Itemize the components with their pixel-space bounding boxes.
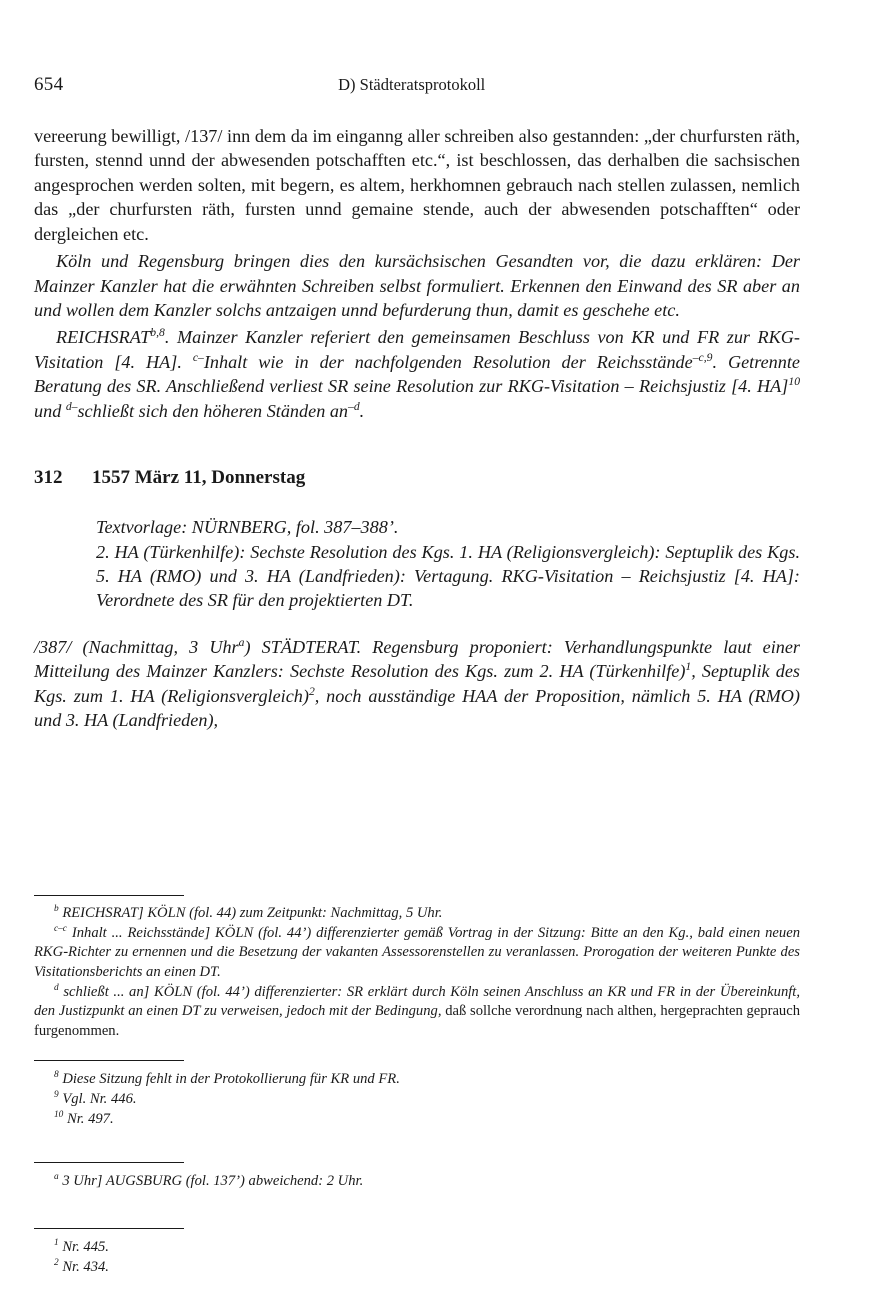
note-marker-1: 1 — [685, 660, 692, 674]
note-separator-rule — [34, 1162, 184, 1163]
section-heading — [34, 467, 800, 489]
regest-line: 2. HA (Türkenhilfe): Sechste Resolution des Kgs. 1. HA (Religionsvergleich): Septuplik des Kgs. 5. HA (RMO) und 3. HA (Landfrieden): Vertagung. RKG-Visitation – Reichsjustiz [4. HA]: Verordnete des SR für den projektierten DT. — [96, 541, 800, 611]
apparatus-block — [34, 895, 800, 1042]
note-marker-c-close: –c,9 — [692, 350, 713, 364]
paragraph-3-text-c: . Getrennte Beratung des SR. Anschließend verliest SR seine Resolution zur RKG-Visitation – Reichsjustiz [4. HA] — [34, 351, 800, 397]
apparatus-marker-b: b — [54, 904, 59, 915]
footnote-entry — [34, 1109, 800, 1129]
footnote-entry — [34, 1089, 800, 1109]
footnote-marker-9: 9 — [54, 1090, 59, 1101]
note-marker-2: 2 — [308, 684, 315, 698]
note-marker-d-close: –d — [348, 399, 360, 413]
paragraph-3 — [34, 325, 800, 423]
footnote-text-10: Nr. 497. — [66, 1111, 114, 1128]
paragraph-4-text-b: ) STÄDTERAT. Regensburg proponiert: Verhandlungspunkte laut einer Mitteilung des Mainzer Kanzlers: Sechste Resolution des Kgs. zum 2. HA (Türkenhilfe) — [34, 636, 801, 682]
footnote-marker-8: 8 — [54, 1070, 59, 1081]
paragraph-3-text-end: . — [359, 400, 365, 421]
textvorlage-line: Textvorlage: NÜRNBERG, fol. 387–388’. — [96, 517, 399, 538]
paragraph-3-text-a: . Mainzer Kanzler referiert den gemeinsamen Beschluss von KR und FR zur RKG-Visitation [4. HA]. — [34, 327, 800, 372]
footnote-entry — [34, 1171, 800, 1191]
footnote-text-1: Nr. 445. — [62, 1239, 109, 1255]
apparatus-text-c: Inhalt ... Reichsstände] KÖLN (fol. 44’) differenzierter gemäß Vortrag in der Sitzung: Bitte an den Kg., bald einen neuen RKG-Richter zu ernennen und die Besetzung der vakanten Assessorenstellen zu veranlassen. Prorogation der weiteren Punkte des Visitationsberichts an einen DT. — [34, 924, 800, 981]
note-separator-rule — [34, 1228, 184, 1229]
note-marker-c-open: c– — [192, 350, 204, 364]
footnote-text-8: Diese Sitzung fehlt in der Protokollierung für KR und FR. — [62, 1071, 400, 1087]
note-separator-rule — [34, 1060, 184, 1061]
apparatus-entry — [34, 983, 800, 1042]
page-content — [34, 74, 800, 733]
running-head — [34, 74, 800, 96]
note-separator-rule — [34, 895, 184, 896]
footnote-text-9: Vgl. Nr. 446. — [62, 1091, 137, 1108]
paragraph-2: Köln und Regensburg bringen dies den kursächsischen Gesandten vor, die dazu erklären: Der Mainzer Kanzler hat die erwähnten Schreiben selbst formuliert. Erkennen den Einwand des SR aber an und wollen dem Kanzler solchs antzaigen unnd befurderung thun, damit es geschehe etc. — [34, 251, 800, 320]
apparatus-text-d-italic: schließt ... an] KÖLN (fol. 44’) differenzierter: SR erklärt durch Köln seinen Anschluss an KR und FR in der Übereinkunft, den Justizpunkt an einen DT zu verweisen, jedoch mit der Bedingung, — [34, 983, 801, 1020]
footnote-entry — [34, 1257, 800, 1277]
apparatus-text-b: REICHSRAT] KÖLN (fol. 44) zum Zeitpunkt: Nachmittag, 5 Uhr. — [62, 905, 443, 921]
footnote-text-2: Nr. 434. — [62, 1259, 109, 1276]
running-head-title: D) Städteratsprotokoll — [338, 75, 486, 94]
paragraph-4-text-a: /387/ (Nachmittag, 3 Uhr — [34, 636, 239, 657]
page-number: 654 — [34, 74, 64, 95]
note-marker-d-open: d– — [65, 399, 78, 413]
paragraph-4-text-c: , Septuplik des Kgs. zum 1. HA (Religionsvergleich) — [34, 661, 800, 706]
paragraph-4 — [34, 635, 800, 733]
footnote-marker-2: 2 — [54, 1258, 59, 1269]
apparatus-text-d-roman: daß sollche verordnung nach althen, hergeprachten geprauch furgenommen. — [34, 1003, 800, 1040]
footnote-list-1 — [34, 1069, 800, 1129]
apparatus-list — [34, 904, 800, 1042]
footnote-text-a: 3 Uhr] AUGSBURG (fol. 137’) abweichend: 2 Uhr. — [62, 1173, 364, 1189]
footnote-entry — [34, 1237, 800, 1257]
footnote-marker-10: 10 — [54, 1110, 64, 1121]
paragraph-3-text-b: Inhalt wie in der nachfolgenden Resolution der Reichsstände — [203, 351, 693, 372]
paragraph-1: vereerung bewilligt, /137/ inn dem da im einganng aller schreiben also gestannden: „der churfursten räth, fursten, stennd unnd der abwesenden potschafften etc.“, ist beschlossen, das derhalben die sachsischen angesprochen werden solten, mit begern, es altem, herkhomnen gebrauch nach stellen zulassen, nemlich das „der churfursten räth, fursten unnd gemaine stende, auch der abwesenden potschafften“ oder dergleichen etc. — [34, 126, 800, 244]
footnote-list-2 — [34, 1171, 800, 1191]
source-note-block — [96, 515, 800, 613]
footnotes-block-2 — [34, 1162, 800, 1191]
section-title: 1557 März 11, Donnerstag — [92, 467, 306, 489]
apparatus-marker-d: d — [54, 982, 59, 993]
note-marker-a: a — [238, 635, 245, 649]
paragraph-3-text-e: schließt sich den höheren Ständen an — [77, 400, 349, 421]
reichsrat-label: REICHSRAT — [56, 327, 151, 348]
footnotes-block-1 — [34, 1060, 800, 1129]
footnote-marker-a: a — [54, 1172, 59, 1183]
apparatus-entry — [34, 904, 800, 924]
apparatus-entry — [34, 924, 800, 983]
footnote-entry — [34, 1069, 800, 1089]
note-marker-b: b,8 — [150, 326, 165, 340]
section-number: 312 — [34, 467, 63, 489]
paragraph-3-text-d: und — [34, 400, 66, 421]
note-marker-10: 10 — [788, 375, 800, 389]
apparatus-marker-c: c–c — [54, 923, 67, 934]
footnote-marker-1: 1 — [54, 1238, 59, 1249]
paragraph-4-text-d: , noch ausständige HAA der Proposition, nämlich 5. HA (RMO) und 3. HA (Landfrieden), — [34, 685, 800, 731]
footnotes-block-3 — [34, 1228, 800, 1277]
footnote-list-3 — [34, 1237, 800, 1277]
